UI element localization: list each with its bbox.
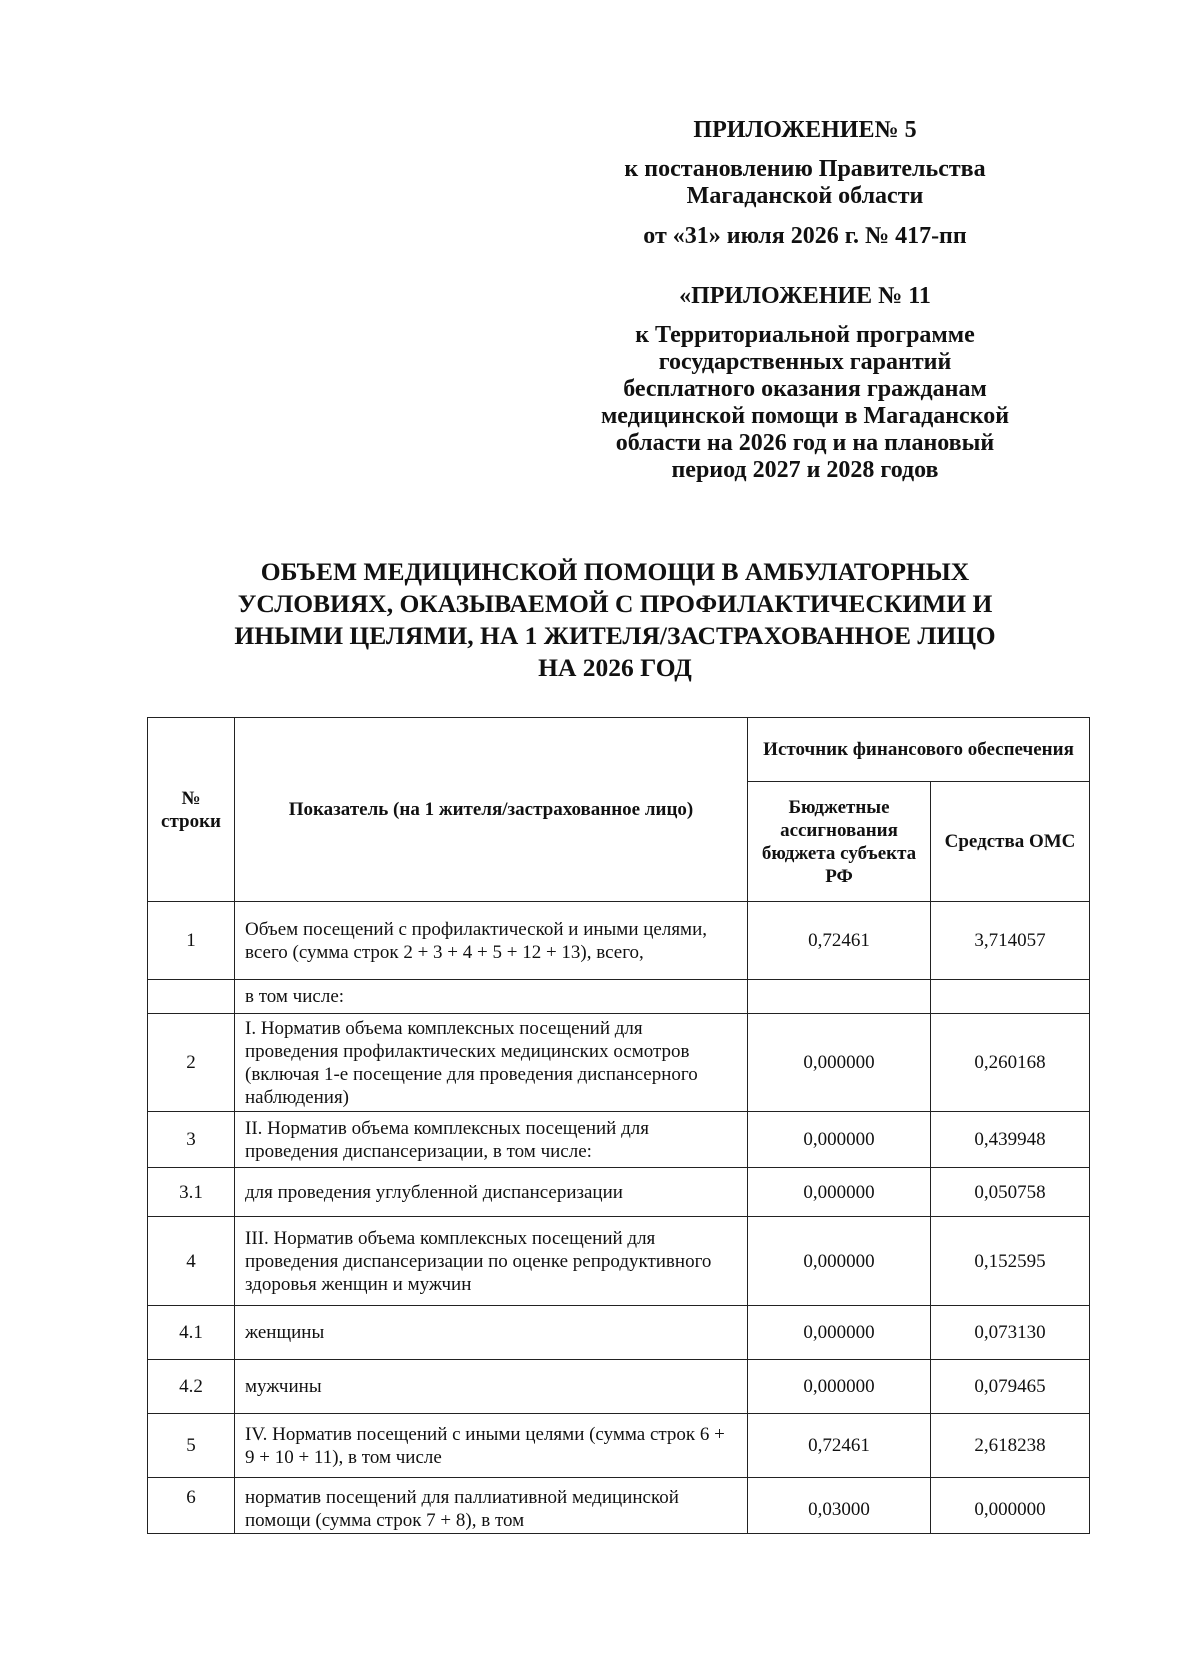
row-budget-value: 0,000000 <box>748 1306 931 1360</box>
row-number: 4 <box>148 1217 235 1306</box>
row-budget-value: 0,000000 <box>748 1360 931 1414</box>
row-oms-value: 0,079465 <box>931 1360 1090 1414</box>
row-budget-value: 0,000000 <box>748 1112 931 1168</box>
table-row <box>148 1414 1090 1478</box>
row-label: женщины <box>235 1306 748 1360</box>
row-label: в том числе: <box>235 980 748 1014</box>
row-oms-value: 0,152595 <box>931 1217 1090 1306</box>
row-number: 3.1 <box>148 1168 235 1217</box>
header-budget: Бюджетные ассигнования бюджета субъекта РФ <box>748 782 931 902</box>
header-oms: Средства ОМС <box>931 782 1090 902</box>
row-budget-value: 0,72461 <box>748 902 931 980</box>
annex11-subtitle <box>540 322 1070 484</box>
annex11-line2: государственных гарантий <box>658 349 952 375</box>
annex11-title <box>540 283 1070 310</box>
annex11-heading: «ПРИЛОЖЕНИЕ № 11 <box>679 283 931 309</box>
annex5-title <box>540 117 1070 144</box>
table-row <box>148 1478 1090 1534</box>
row-label: для проведения углубленной диспансеризации <box>235 1168 748 1217</box>
row-label: I. Норматив объема комплексных посещений для проведения профилактических медицинских осмотров (включая 1-е посещение для проведения диспансерного наблюдения) <box>235 1014 748 1112</box>
annex11-line5: области на 2026 год и на плановый <box>615 430 995 456</box>
row-number <box>148 980 235 1014</box>
row-number: 5 <box>148 1414 235 1478</box>
header-indicator: Показатель (на 1 жителя/застрахованное лицо) <box>235 718 748 902</box>
document-title: ОБЪЕМ МЕДИЦИНСКОЙ ПОМОЩИ В АМБУЛАТОРНЫХ УСЛОВИЯХ, ОКАЗЫВАЕМОЙ С ПРОФИЛАКТИЧЕСКИМИ И ИНЫМИ ЦЕЛЯМИ, НА 1 ЖИТЕЛЯ/ЗАСТРАХОВАННОЕ ЛИЦО НА 2026 ГОД <box>234 557 996 682</box>
table-row <box>148 1217 1090 1306</box>
row-label: IV. Норматив посещений с иными целями (сумма строк 6 + 9 + 10 + 11), в том числе <box>235 1414 748 1478</box>
row-number: 3 <box>148 1112 235 1168</box>
table-row <box>148 1112 1090 1168</box>
row-oms-value: 0,050758 <box>931 1168 1090 1217</box>
row-oms-value <box>931 980 1090 1014</box>
table-row <box>148 980 1090 1014</box>
annex11-line4: медицинской помощи в Магаданской <box>600 403 1010 429</box>
row-oms-value: 3,714057 <box>931 902 1090 980</box>
row-oms-value: 0,000000 <box>931 1478 1090 1534</box>
row-number: 1 <box>148 902 235 980</box>
annex11-line3: бесплатного оказания гражданам <box>623 376 987 402</box>
annex11-line6: период 2027 и 2028 годов <box>671 457 939 483</box>
row-oms-value: 0,260168 <box>931 1014 1090 1112</box>
annex5-line1: к постановлению Правительства <box>624 156 986 182</box>
header-funding-source: Источник финансового обеспечения <box>748 718 1090 782</box>
row-oms-value: 2,618238 <box>931 1414 1090 1478</box>
table-row <box>148 902 1090 980</box>
table-row <box>148 1360 1090 1414</box>
row-label: II. Норматив объема комплексных посещений для проведения диспансеризации, в том числе: <box>235 1112 748 1168</box>
row-number: 6 <box>148 1478 235 1534</box>
table-row <box>148 1306 1090 1360</box>
row-label: норматив посещений для паллиативной медицинской помощи (сумма строк 7 + 8), в том <box>235 1478 748 1534</box>
annex5-subtitle <box>540 156 1070 210</box>
row-number: 2 <box>148 1014 235 1112</box>
annex5-line2: Магаданской области <box>686 183 924 209</box>
annex11-line1: к Территориальной программе <box>635 322 975 348</box>
annex5-date-block <box>540 223 1070 250</box>
row-budget-value: 0,000000 <box>748 1014 931 1112</box>
row-budget-value: 0,03000 <box>748 1478 931 1534</box>
row-number: 4.2 <box>148 1360 235 1414</box>
row-budget-value <box>748 980 931 1014</box>
row-budget-value: 0,72461 <box>748 1414 931 1478</box>
row-oms-value: 0,073130 <box>931 1306 1090 1360</box>
table-row <box>148 1168 1090 1217</box>
row-label: мужчины <box>235 1360 748 1414</box>
header-row-number: № строки <box>148 718 235 902</box>
annex5-heading: ПРИЛОЖЕНИЕ№ 5 <box>693 117 917 143</box>
row-label: Объем посещений с профилактической и иными целями, всего (сумма строк 2 + 3 + 4 + 5 + 12 + 13), всего, <box>235 902 748 980</box>
row-oms-value: 0,439948 <box>931 1112 1090 1168</box>
table-row <box>148 1014 1090 1112</box>
row-number: 4.1 <box>148 1306 235 1360</box>
row-label: III. Норматив объема комплексных посещений для проведения диспансеризации по оценке репродуктивного здоровья женщин и мужчин <box>235 1217 748 1306</box>
annex5-date: от «31» июля 2026 г. № 417-пп <box>643 223 967 249</box>
row-budget-value: 0,000000 <box>748 1217 931 1306</box>
volume-table <box>147 717 1090 1534</box>
row-budget-value: 0,000000 <box>748 1168 931 1217</box>
